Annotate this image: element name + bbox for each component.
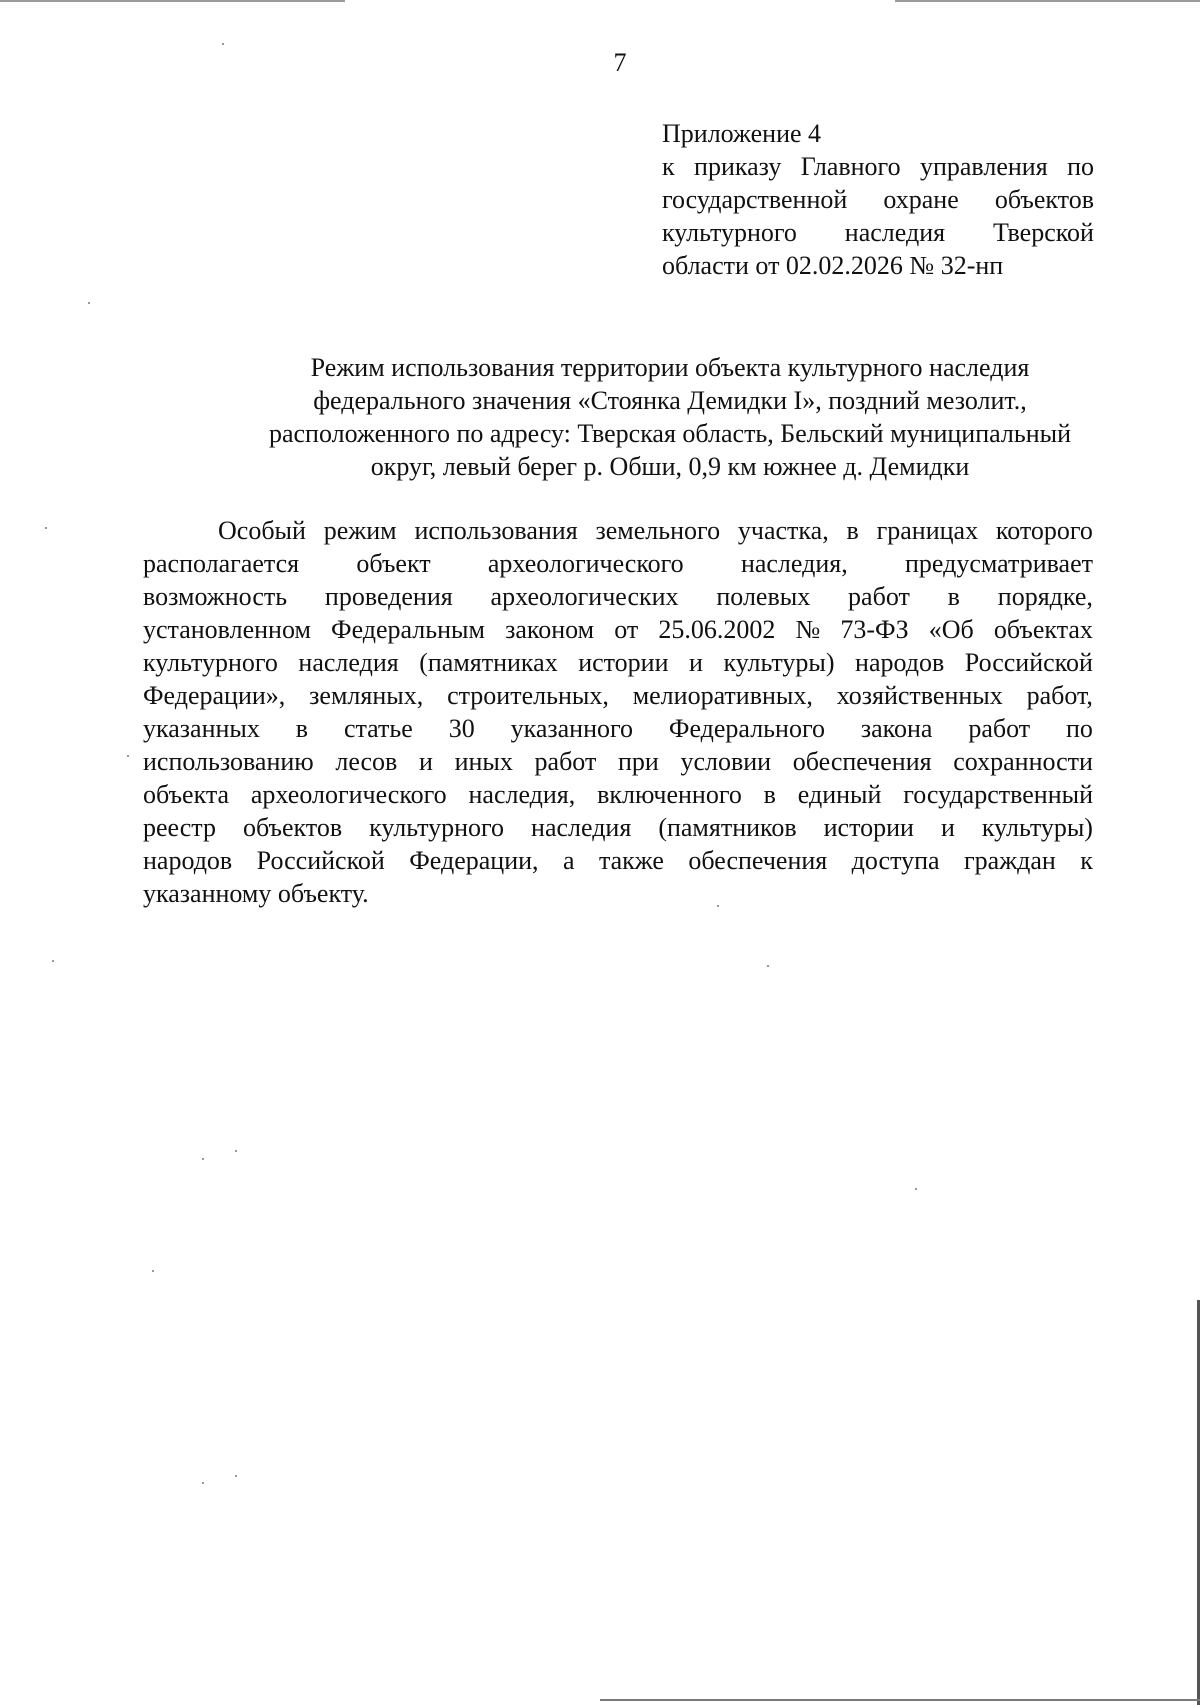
word: культурного	[662, 218, 797, 247]
word: в	[846, 516, 859, 545]
word: использованию	[143, 747, 314, 776]
word: наследия	[298, 648, 399, 677]
scan-speck	[717, 905, 719, 907]
body-line-last: указанному объекту.	[143, 879, 369, 908]
scan-speck	[52, 960, 54, 962]
word: обеспечения	[792, 747, 932, 776]
scan-speck	[915, 1188, 917, 1190]
word: по	[1066, 714, 1093, 743]
word: Особый	[218, 516, 306, 545]
word: Российской	[964, 648, 1093, 677]
word: археологических	[490, 582, 679, 611]
word: указанных	[143, 714, 260, 743]
word: земляных,	[309, 681, 424, 710]
word: охране	[883, 185, 959, 214]
scan-speck	[127, 755, 129, 757]
word: объектов	[242, 813, 343, 842]
title-line-3: расположенного по адресу: Тверская область, Бельский муниципальный	[268, 419, 1072, 448]
word: реестр	[143, 813, 216, 842]
body-line	[143, 745, 1093, 778]
word: порядке,	[997, 582, 1093, 611]
word: участка,	[737, 516, 829, 545]
word: земельного	[595, 516, 721, 545]
word: также	[598, 846, 664, 875]
scan-speck	[88, 302, 90, 304]
scan-speck	[222, 43, 224, 45]
word: работ	[968, 714, 1031, 743]
word: полевых	[716, 582, 811, 611]
word: и	[940, 813, 955, 842]
word: культуры)	[981, 813, 1093, 842]
word: границах	[876, 516, 979, 545]
word: в	[763, 780, 776, 809]
scan-speck	[235, 1475, 237, 1477]
word: и	[689, 648, 703, 677]
word: и	[419, 747, 433, 776]
word: объекта	[143, 780, 230, 809]
title-line-2: федерального значения «Стоянка Демидки I», поздний мезолит.,	[313, 386, 1027, 415]
word: хозяйственных	[836, 681, 1003, 710]
word: культурного	[143, 648, 278, 677]
word: работ	[534, 747, 597, 776]
body-line	[143, 646, 1093, 679]
body-line	[143, 844, 1093, 877]
word: располагается	[143, 549, 300, 578]
word: приказу	[694, 152, 782, 181]
word: наследия	[844, 218, 946, 247]
word: от	[614, 615, 639, 644]
word: законом	[505, 615, 595, 644]
word: статье	[343, 714, 413, 743]
word: к	[1080, 846, 1093, 875]
word: управления	[919, 152, 1048, 181]
word: культурного	[369, 813, 505, 842]
body-line	[143, 712, 1093, 745]
word: 73-ФЗ	[840, 615, 909, 644]
scan-speck	[202, 1482, 204, 1484]
body-line	[143, 580, 1093, 613]
scan-edge-top-right	[895, 0, 1200, 2]
word: проведения	[324, 582, 453, 611]
word: культуры)	[723, 648, 835, 677]
word: народов	[855, 648, 945, 677]
word: Федерального	[668, 714, 825, 743]
word: археологического	[250, 780, 447, 809]
word: археологического	[487, 549, 684, 578]
word: по	[1067, 152, 1094, 181]
word: включенного	[597, 780, 742, 809]
page-number: 7	[613, 48, 627, 77]
word: использования	[414, 516, 578, 545]
word: 25.06.2002	[658, 615, 776, 644]
scan-edge-bottom	[600, 1699, 1200, 1701]
word: обеспечения	[688, 846, 828, 875]
title-line-1: Режим использования территории объекта культурного наследия	[310, 353, 1030, 382]
word: сохранности	[953, 747, 1093, 776]
body-paragraph	[143, 514, 1093, 910]
word: народов	[143, 846, 233, 875]
word: режим	[323, 516, 397, 545]
scan-edge-top-left	[0, 0, 345, 2]
word: государственный	[903, 780, 1093, 809]
word: наследия,	[740, 549, 848, 578]
word: указанного	[510, 714, 634, 743]
word: Тверской	[992, 218, 1094, 247]
word: в	[295, 714, 309, 743]
word: истории	[823, 813, 914, 842]
word: Главного	[800, 152, 901, 181]
word: строительных,	[447, 681, 609, 710]
word: объект	[356, 549, 431, 578]
scan-speck	[152, 1270, 154, 1272]
body-line	[143, 811, 1093, 844]
scan-speck	[767, 965, 769, 967]
appendix-line-5: области от 02.02.2026 № 32-нп	[662, 251, 1004, 280]
word: Российской	[256, 846, 385, 875]
word: «Об	[928, 615, 974, 644]
appendix-header	[662, 117, 1094, 282]
word: (памятниках	[419, 648, 558, 677]
word: государственной	[662, 185, 848, 214]
appendix-line-1: Приложение 4	[662, 119, 822, 148]
word: иных	[454, 747, 513, 776]
word: объектах	[993, 615, 1093, 644]
scan-speck	[235, 1150, 237, 1152]
word: Федерации,	[409, 846, 539, 875]
body-line	[143, 514, 1093, 547]
document-title	[100, 351, 1200, 483]
word: условии	[680, 747, 772, 776]
body-line	[143, 679, 1093, 712]
word: установленном	[143, 615, 311, 644]
body-line	[143, 778, 1093, 811]
word: при	[617, 747, 659, 776]
appendix-line-2	[662, 150, 1094, 183]
word: (памятников	[658, 813, 797, 842]
word: возможность	[143, 582, 288, 611]
word: Федерации»,	[143, 681, 286, 710]
appendix-line-3	[662, 183, 1094, 216]
scan-speck	[202, 1158, 204, 1160]
word: к	[662, 152, 675, 181]
word: работ,	[1026, 681, 1093, 710]
word: доступа	[851, 846, 940, 875]
body-line	[143, 613, 1093, 646]
word: мелиоративных,	[632, 681, 813, 710]
word: Федеральным	[331, 615, 485, 644]
word: закона	[860, 714, 933, 743]
word: истории	[578, 648, 669, 677]
word: предусматривает	[905, 549, 1093, 578]
word: а	[562, 846, 575, 875]
word: 30	[448, 714, 475, 743]
word: граждан	[964, 846, 1056, 875]
word: объектов	[994, 185, 1094, 214]
word: лесов	[335, 747, 398, 776]
word: наследия	[531, 813, 632, 842]
word: которого	[995, 516, 1093, 545]
word: единый	[797, 780, 882, 809]
appendix-line-4	[662, 216, 1094, 249]
word: работ	[848, 582, 910, 611]
word: наследия,	[468, 780, 576, 809]
title-line-4: округ, левый берег р. Обши, 0,9 км южнее д. Демидки	[370, 452, 970, 481]
body-line	[143, 547, 1093, 580]
word: в	[947, 582, 960, 611]
word: №	[795, 615, 821, 644]
scan-speck	[45, 527, 47, 529]
